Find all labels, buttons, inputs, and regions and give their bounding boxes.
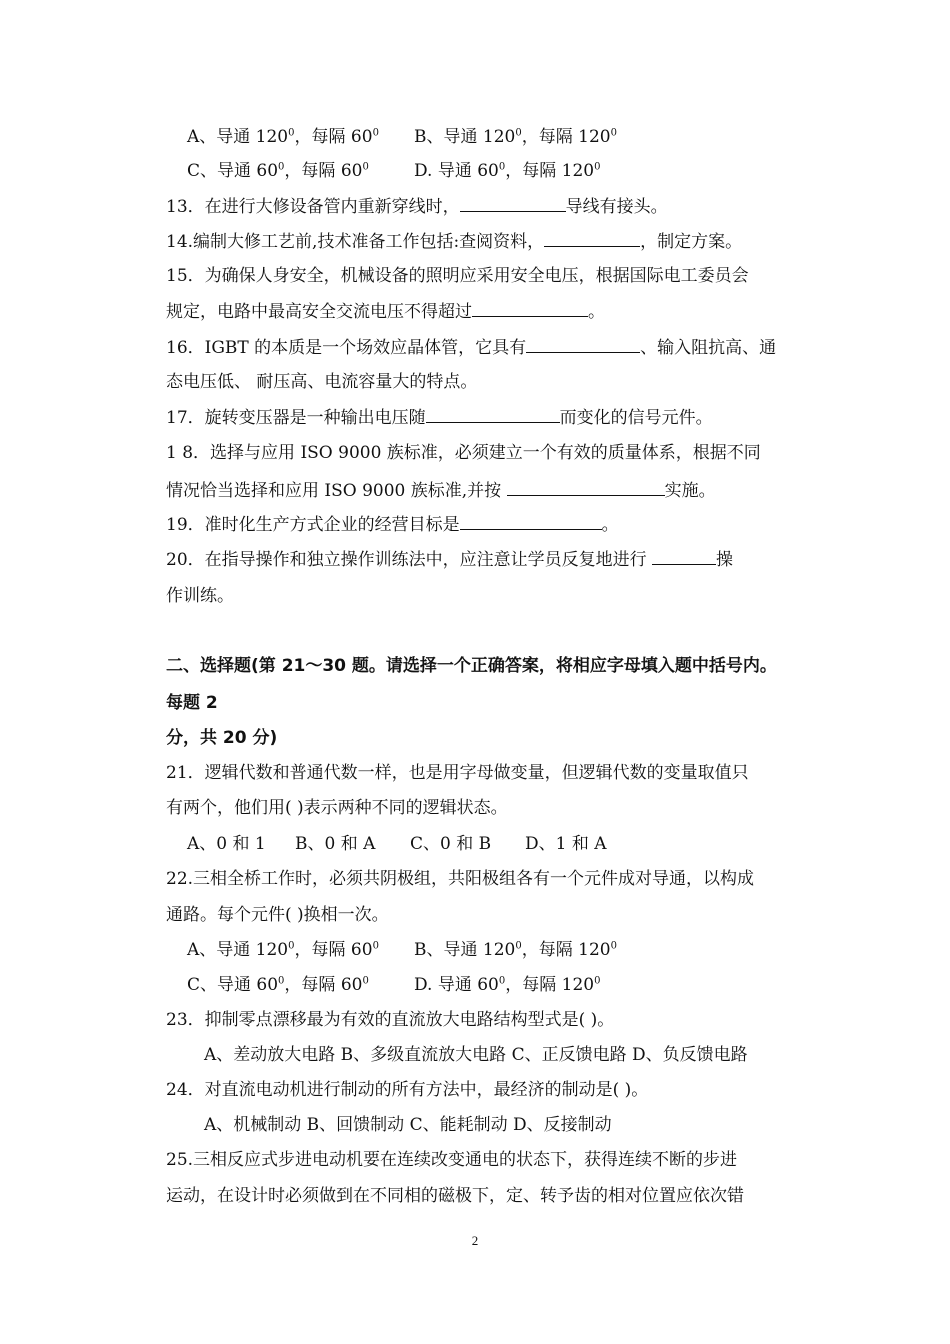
q14-answer-blank[interactable] [544,231,640,247]
q12-option-row-2 [187,161,601,181]
q16-answer-blank[interactable] [526,337,640,353]
question-20-line-1: 20．在指导操作和独立操作训练法中，应注意让学员反复地进行 操 [166,550,734,570]
question-15-line-1: 15．为确保人身安全，机械设备的照明应采用安全电压，根据国际电工委员会 [166,266,749,286]
q21-option-d[interactable]: D、1 和 A [525,834,607,854]
question-18-line-1: 1 8．选择与应用 ISO 9000 族标准，必须建立一个有效的质量体系，根据不同 [166,443,761,463]
question-16-line-1: 16．IGBT 的本质是一个场效应晶体管，它具有 、输入阻抗高、通 [166,338,777,358]
q22-option-row-2 [187,975,601,995]
question-16-line-2: 态电压低、 耐压高、电流容量大的特点。 [166,372,478,392]
q22-option-row-1 [187,940,617,960]
question-20-line-2: 作训练。 [166,586,234,606]
q19-answer-blank[interactable] [460,514,602,530]
question-24: 24．对直流电动机进行制动的所有方法中，最经济的制动是( )。 [166,1080,649,1100]
q22-option-a[interactable]: A、导通 $120^0$，每隔 $60^0$ [187,940,379,960]
question-25-line-1: 25.三相反应式步进电动机要在连续改变通电的状态下，获得连续不断的步进 [166,1150,738,1170]
q12-option-row-1 [187,127,617,147]
q24-options: A、机械制动 B、回馈制动 C、能耗制动 D、反接制动 [204,1115,612,1135]
question-25-line-2: 运动，在设计时必须做到在不同相的磁极下，定、转予齿的相对位置应依次错 [166,1186,744,1206]
q12-option-a: A、导通 $120^0$，每隔 $60^0$ [187,127,379,147]
question-18-line-2: 情况恰当选择和应用 ISO 9000 族标准,并按 实施。 [166,481,716,501]
section-2-heading-line-3: 分，共 20 分) [166,728,278,748]
question-21-line-2: 有两个，他们用( )表示两种不同的逻辑状态。 [166,798,508,818]
q17-answer-blank[interactable] [426,407,560,423]
question-23: 23．抑制零点漂移最为有效的直流放大电路结构型式是( )。 [166,1010,615,1030]
question-15-line-2: 规定，电路中最高安全交流电压不得超过 。 [166,302,605,322]
q12-option-b: B、导通 $120^0$，每隔 $120^0$ [414,127,617,147]
q13-answer-blank[interactable] [460,196,566,212]
q12-option-c: C、导通 $60^0$，每隔 $60^0$ [187,161,369,181]
q23-options: A、差动放大电路 B、多级直流放大电路 C、正反馈电路 D、负反馈电路 [204,1045,748,1065]
q21-options [187,834,607,854]
q21-option-c[interactable]: C、0 和 B [410,834,492,854]
question-13: 13．在进行大修设备管内重新穿线时， 导线有接头。 [166,197,668,217]
question-22-line-1: 22.三相全桥工作时，必须共阴极组，共阳极组各有一个元件成对导通，以构成 [166,869,755,889]
question-17: 17．旋转变压器是一种输出电压随 而变化的信号元件。 [166,408,713,428]
question-19: 19．准时化生产方式企业的经营目标是 。 [166,515,619,535]
q21-option-a[interactable]: A、0 和 1 [187,834,266,854]
question-22-line-2: 通路。每个元件( )换相一次。 [166,905,389,925]
question-14: 14.编制大修工艺前,技术准备工作包括:查阅资料， ，制定方案。 [166,232,743,252]
question-21-line-1: 21．逻辑代数和普通代数一样，也是用字母做变量，但逻辑代数的变量取值只 [166,763,749,783]
q12-option-d: D. 导通 $60^0$，每隔 $120^0$ [414,161,601,181]
q20-answer-blank[interactable] [652,549,716,565]
q22-option-b[interactable]: B、导通 $120^0$，每隔 $120^0$ [414,940,617,960]
q15-answer-blank[interactable] [472,301,588,317]
section-2-heading-line-1: 二、选择题(第 21～30 题。请选择一个正确答案，将相应字母填入题中括号内。 [166,656,777,676]
q21-option-b[interactable]: B、0 和 A [295,834,376,854]
page-number: 2 [471,1233,479,1248]
q22-option-d[interactable]: D. 导通 $60^0$，每隔 $120^0$ [414,975,601,995]
section-2-heading-line-2: 每题 2 [166,693,218,713]
q18-answer-blank[interactable] [507,480,665,496]
q22-option-c[interactable]: C、导通 $60^0$，每隔 $60^0$ [187,975,369,995]
